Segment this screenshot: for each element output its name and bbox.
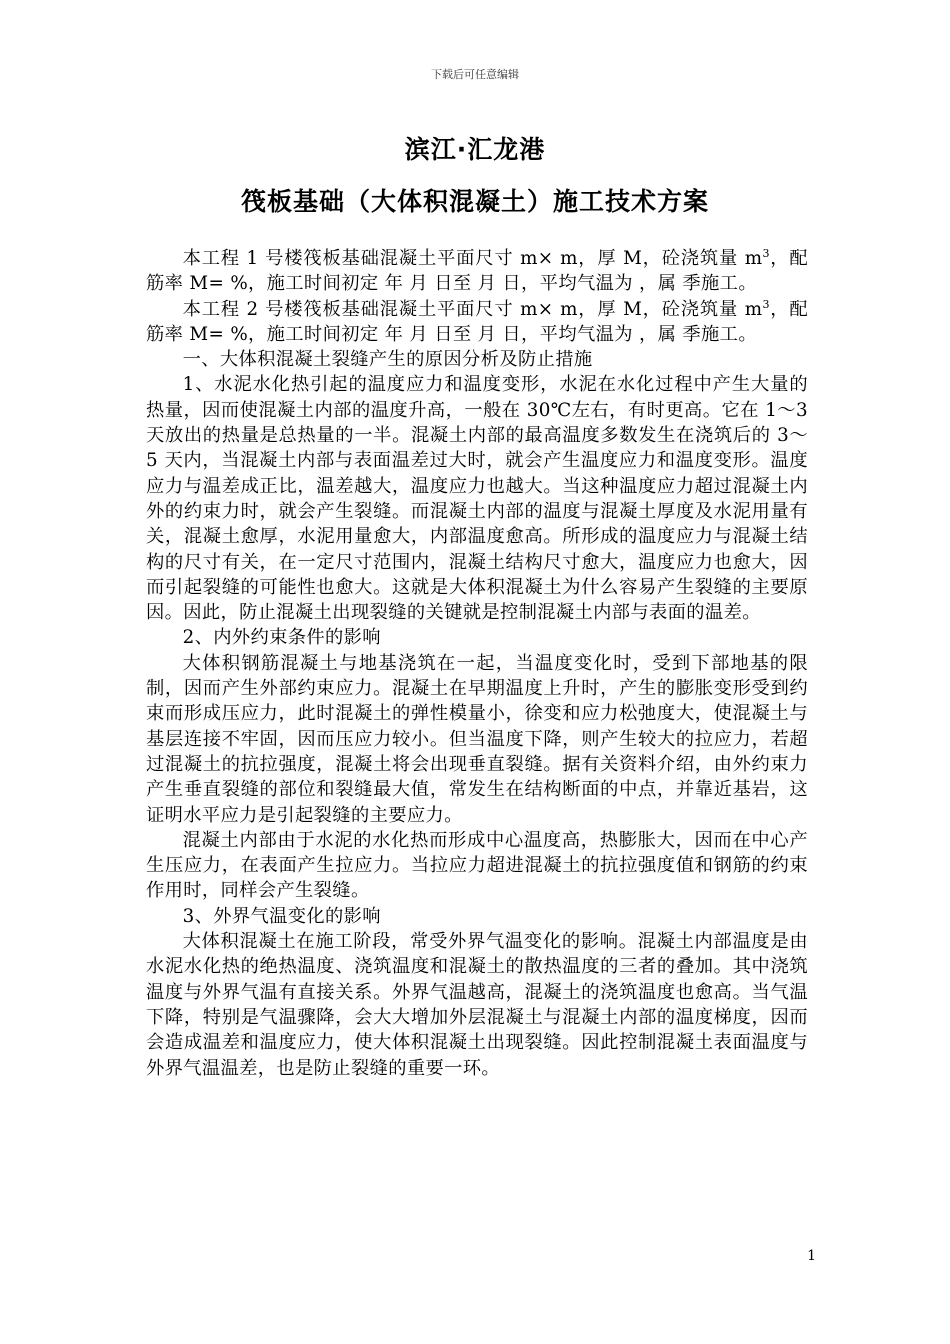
document-title: 滨江·汇龙港 [404,135,546,164]
text-fragment: 本工程 1 号楼筏板基础混凝土平面尺寸 m× m，厚 M，砼浇筑量 m [182,248,763,269]
superscript: 3 [762,246,770,260]
paragraph-internal-constraint: 混凝土内部由于水泥的水化热而形成中心温度高，热膨胀大，因而在中心产生压应力，在表面产生拉应力。当拉应力超进混凝土的抗拉强度值和钢筋的约束作用时，同样会产生裂缝。 [146,829,808,902]
document-subtitle: 筏板基础（大体积混凝土）施工技术方案 [240,187,709,216]
page-number: 1 [807,1248,816,1264]
superscript: 3 [762,297,770,311]
paragraph-weather: 大体积混凝土在施工阶段，常受外界气温变化的影响。混凝土内部温度是由水泥水化热的绝热温度、浇筑温度和混凝土的散热温度的三者的叠加。其中浇筑温度与外界气温有直接关系。外界气温越高，混凝土的浇筑温度也愈高。当气温下降，特别是气温骤降，会大大增加外层混凝土与混凝土内部的温度梯度，因而会造成温差和温度应力，使大体积混凝土出现裂缝。因此控制混凝土表面温度与外界气温温差，也是防止裂缝的重要一环。 [146,931,808,1079]
section-heading-1: 一、大体积混凝土裂缝产生的原因分析及防止措施 [182,349,593,371]
text-fragment: ，配筋率 M= %，施工时间初定 年 月 日至 月 日，平均气温为 ，属 季施工。 [146,248,808,295]
paragraph-building-2 [146,297,808,348]
text-fragment: ，配筋率 M= %，施工时间初定 年 月 日至 月 日，平均气温为 ，属 季施工。 [146,298,808,345]
text-fragment: 本工程 2 号楼筏板基础混凝土平面尺寸 m× m，厚 M，砼浇筑量 m [182,298,763,320]
page-header: 下载后可任意编辑 [431,68,519,81]
paragraph-hydration-heat: 1、水泥水化热引起的温度应力和温度变形，水泥在水化过程中产生大量的热量，因而使混凝土内部的温度升高，一般在 30℃左右，有时更高。它在 1～3 天放出的热量是总热量的一半。混凝土内部的最高温度多数发生在浇筑后的 3～5 天内，当混凝土内部与表面温差过大时，就会产生温度应力和温度变形。温度应力与温差成正比，温差越大，温度应力也越大。当这种温度应力超过混凝土内外的约束力时，就会产生裂缝。而混凝土内部的温度与混凝土厚度及水泥用量有关，混凝土愈厚，水泥用量愈大，内部温度愈高。所形成的温度应力与混凝土结构的尺寸有关，在一定尺寸范围内，混凝土结构尺寸愈大，温度应力也愈大，因而引起裂缝的可能性也愈大。这就是大体积混凝土为什么容易产生裂缝的主要原因。因此，防止混凝土出现裂缝的关键就是控制混凝土内部与表面的温差。 [146,374,808,624]
document-body [146,246,808,1081]
paragraph-external-constraint: 大体积钢筋混凝土与地基浇筑在一起，当温度变化时，受到下部地基的限制，因而产生外部约束应力。混凝土在早期温度上升时，产生的膨胀变形受到约束而形成压应力，此时混凝土的弹性模量小，徐变和应力松弛度大，使混凝土与基层连接不牢固，因而压应力较小。但当温度下降，则产生较大的拉应力，若超过混凝土的抗拉强度，混凝土将会出现垂直裂缝。据有关资料介绍，由外约束力产生垂直裂缝的部位和裂缝最大值，常发生在结构断面的中点，并靠近基岩，这证明水平应力是引起裂缝的主要应力。 [146,652,808,826]
subheading-weather: 3、外界气温变化的影响 [182,905,381,927]
paragraph-building-1 [146,246,808,297]
subheading-constraints: 2、内外约束条件的影响 [182,627,381,649]
